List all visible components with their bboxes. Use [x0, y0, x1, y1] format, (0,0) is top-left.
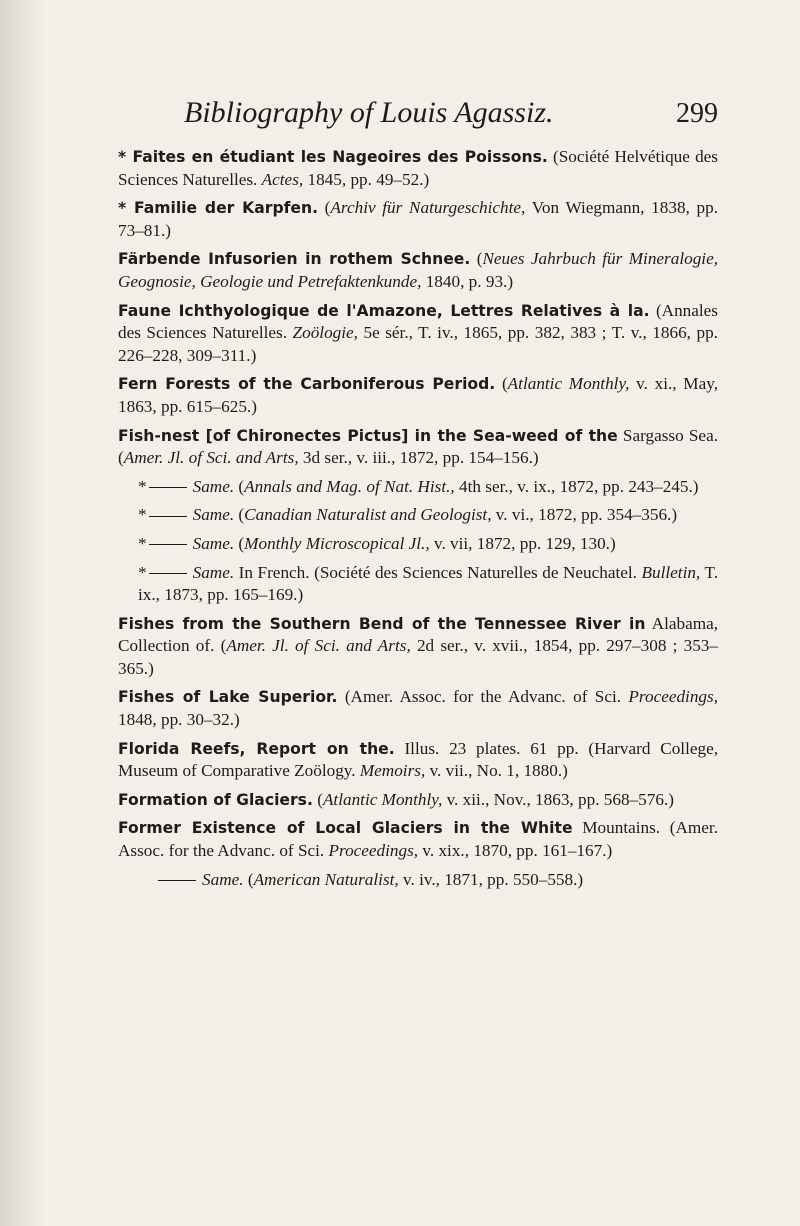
book-page — [118, 96, 718, 897]
ditto-rule — [149, 516, 187, 517]
bibliography-entry: Fishes from the Southern Bend of the Tennessee River in Alabama, Collection of. (Amer. Jl. of Sci. and Arts, 2d ser., v. xvii., 1854, pp. 297–308 ; 353–365.) — [118, 613, 718, 678]
book-gutter-shadow — [0, 0, 46, 1226]
page-number: 299 — [676, 98, 718, 129]
ditto-rule — [149, 573, 187, 574]
running-head-title: Bibliography of Louis Agassiz. — [184, 96, 554, 129]
bibliography-subentry: Same. (American Naturalist, v. iv., 1871, pp. 550–558.) — [118, 869, 718, 892]
bibliography-entry: * Faites en étudiant les Nageoires des Poissons. (Société Helvétique des Sciences Naturelles. Actes, 1845, pp. 49–52.) — [118, 147, 718, 189]
bibliography-entry: Formation of Glaciers. (Atlantic Monthly, v. xii., Nov., 1863, pp. 568–576.) — [118, 789, 674, 809]
bibliography-entry: Former Existence of Local Glaciers in the White Mountains. (Amer. Assoc. for the Advanc. of Sci. Proceedings, v. xix., 1870, pp. 161–167.) — [118, 818, 719, 861]
bibliography-entry: Florida Reefs, Report on the. Illus. 23 plates. 61 pp. (Harvard College, Museum of Comparative Zoölogy. Memoirs, v. vii., No. 1, 1880.) — [118, 738, 718, 781]
bibliography-entry: Fishes of Lake Superior. (Amer. Assoc. for the Advanc. of Sci. Proceedings, 1848, pp. 30–32.) — [118, 687, 718, 730]
bibliography-entry: Faune Ichthyologique de l'Amazone, Lettres Relatives à la. (Annales des Sciences Naturelles. Zoölogie, 5e sér., T. iv., 1865, pp. 382, 383 ; T. v., 1866, pp. 226–228, 309–311.) — [118, 300, 718, 365]
ditto-rule — [158, 880, 196, 881]
bibliography-list — [118, 146, 718, 891]
ditto-rule — [149, 487, 187, 488]
bibliography-subentry: * Same. (Canadian Naturalist and Geologist, v. vi., 1872, pp. 354–356.) — [138, 505, 678, 525]
bibliography-entry: Fish-nest [of Chironectes Pictus] in the Sea-weed of the Sargasso Sea. (Amer. Jl. of Sci. and Arts, 3d ser., v. iii., 1872, pp. 154–156.) — [118, 425, 718, 468]
bibliography-entry: Fern Forests of the Carboniferous Period. (Atlantic Monthly, v. xi., May, 1863, pp. 615–625.) — [118, 374, 718, 416]
bibliography-subentry: * Same. (Annals and Mag. of Nat. Hist., 4th ser., v. ix., 1872, pp. 243–245.) — [138, 476, 699, 496]
running-head — [184, 96, 718, 130]
bibliography-subentry: * Same. In French. (Société des Sciences Naturelles de Neuchatel. Bulletin, T. ix., 1873, pp. 165–169.) — [138, 562, 718, 605]
bibliography-subentry: * Same. (Monthly Microscopical Jl., v. vii, 1872, pp. 129, 130.) — [138, 533, 616, 553]
bibliography-entry: Färbende Infusorien in rothem Schnee. (Neues Jahrbuch für Mineralogie, Geognosie, Geologie und Petrefaktenkunde, 1840, p. 93.) — [118, 249, 718, 291]
bibliography-entry: * Familie der Karpfen. (Archiv für Naturgeschichte, Von Wiegmann, 1838, pp. 73–81.) — [118, 198, 719, 240]
ditto-rule — [149, 544, 187, 545]
